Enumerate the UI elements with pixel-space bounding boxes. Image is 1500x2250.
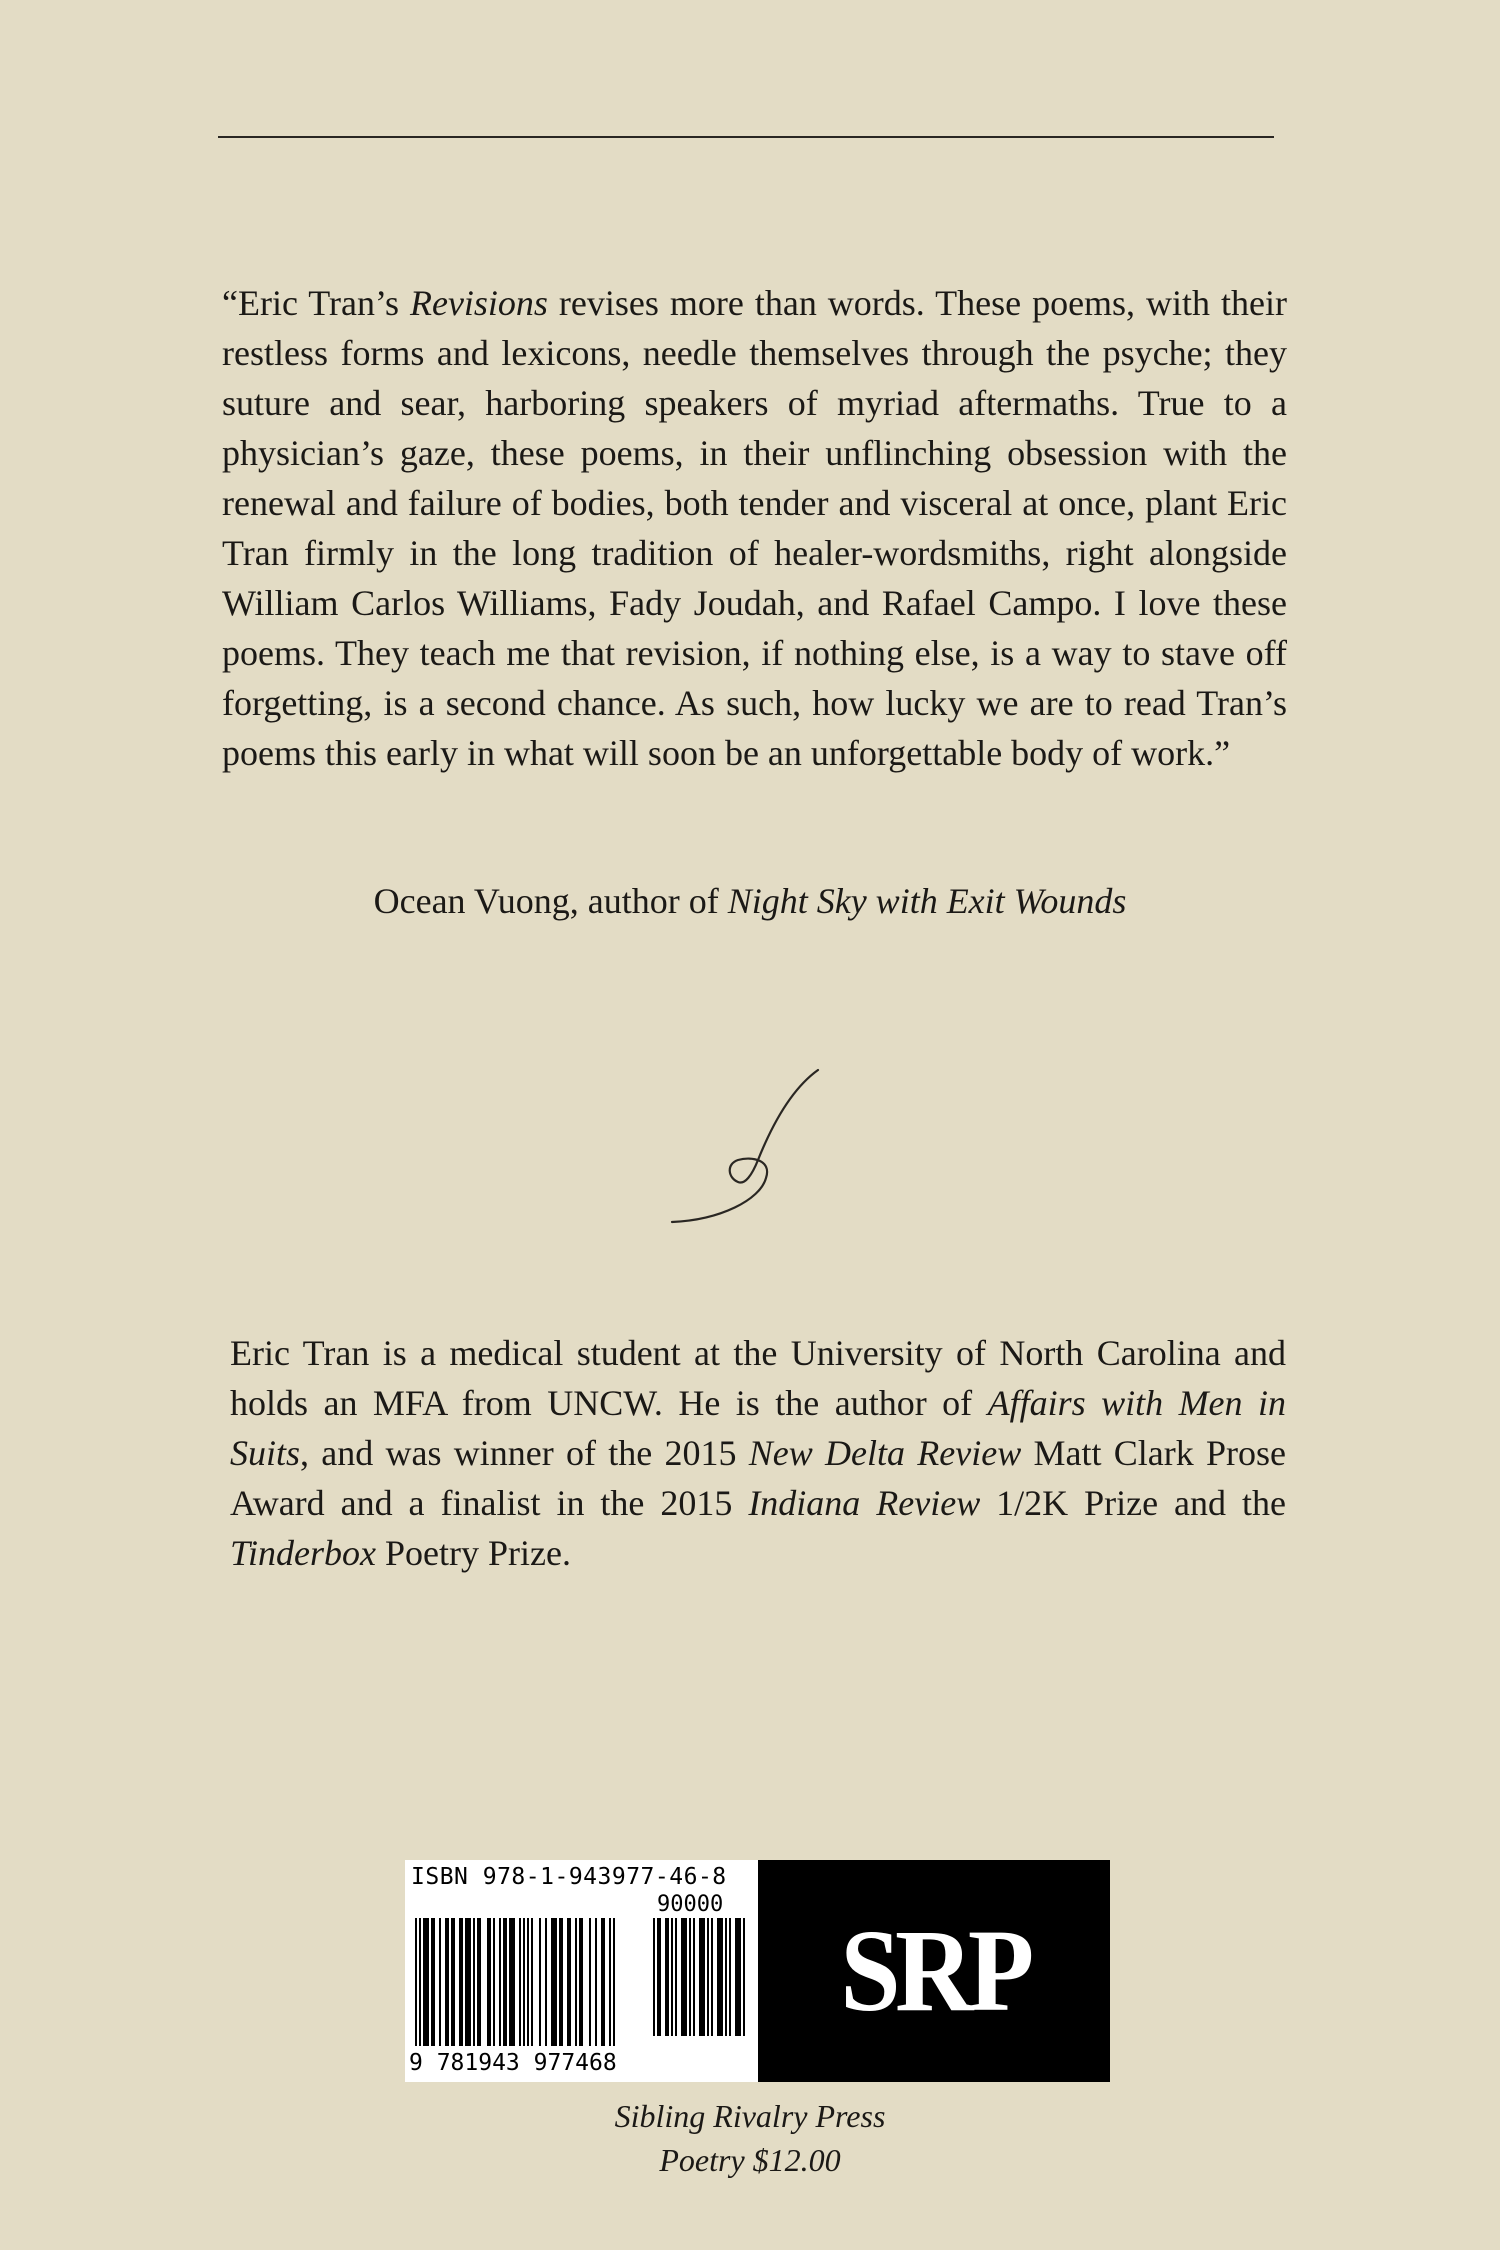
bio-journal-1: New Delta Review	[748, 1433, 1022, 1473]
barcode-bar	[419, 1918, 421, 2046]
bio-text-5: Poetry Prize.	[376, 1533, 571, 1573]
barcode-bar	[743, 1918, 745, 2036]
barcode-bar	[559, 1918, 563, 2046]
barcode-bar	[487, 1918, 491, 2046]
barcode-bar	[567, 1918, 571, 2046]
author-bio	[230, 1328, 1286, 1578]
barcode-bar	[465, 1918, 471, 2046]
barcode-bar	[665, 1918, 669, 2036]
publisher-logo	[758, 1860, 1110, 2082]
barcode-addon-bars	[653, 1918, 753, 2040]
barcode-bar	[589, 1918, 591, 2046]
barcode-bar	[595, 1918, 597, 2046]
barcode-bar	[531, 1918, 533, 2046]
barcode-bar	[445, 1918, 449, 2046]
barcode-bar	[459, 1918, 463, 2046]
bio-text-3: Matt Clark Prose Award and a finalist in the 2015	[230, 1433, 1286, 1523]
barcode-bar	[539, 1918, 541, 2046]
barcode-bar	[735, 1918, 741, 2036]
price-line: Poetry $12.00	[659, 2142, 841, 2178]
bio-journal-2: Indiana Review	[748, 1483, 981, 1523]
barcode-bars	[415, 1918, 615, 2050]
barcode-bar	[613, 1918, 615, 2046]
barcode-bar	[601, 1918, 605, 2046]
barcode-bar	[499, 1918, 501, 2046]
barcode-bar	[477, 1918, 481, 2046]
blurb-attribution	[0, 876, 1500, 926]
barcode-bar	[415, 1918, 417, 2046]
barcode-bar	[451, 1918, 455, 2046]
blurb-text: revises more than words. These poems, with their restless forms and lexicons, needle themselves through the psyche; they suture and sear, harboring speakers of myriad aftermaths. True to a physician’s gaze, these poems, in their unflinching obsession with the renewal and failure of bodies, both tender and visceral at once, plant Eric Tran firmly in the long tradition of healer-wordsmiths, right alongside William Carlos Williams, Fady Joudah, and Rafael Campo. I love these poems. They teach me that revision, if nothing else, is a way to stave off forgetting, is a second chance. As such, how lucky we are to read Tran’s poems this early in what will soon be an unforgettable body of work.”	[222, 283, 1287, 773]
barcode-bar	[575, 1918, 577, 2046]
barcode-bar	[509, 1918, 515, 2046]
barcode-bar	[439, 1918, 441, 2046]
attribution-name: Ocean Vuong, author of	[373, 881, 728, 921]
bio-journal-3: Tinderbox	[230, 1533, 377, 1573]
barcode-addon-label: 90000	[657, 1892, 724, 1917]
bio-text-2: , and was winner of the 2015	[300, 1433, 749, 1473]
top-rule	[218, 136, 1274, 138]
bio-text-4: 1/2K Prize and the	[980, 1483, 1286, 1523]
barcode-bar	[503, 1918, 507, 2046]
barcode-bar	[527, 1918, 529, 2046]
blurb-open: “Eric Tran’s	[222, 283, 410, 323]
barcode-bar	[699, 1918, 705, 2036]
attribution-work: Night Sky with Exit Wounds	[727, 881, 1127, 921]
isbn-label: ISBN 978-1-943977-46-8	[411, 1864, 727, 1890]
barcode-bar	[707, 1918, 709, 2036]
barcode-bar	[711, 1918, 713, 2036]
barcode-bar	[609, 1918, 611, 2046]
barcode-bar	[523, 1918, 525, 2046]
bio-text-1: Eric Tran is a medical student at the University of North Carolina and holds an MFA from UNCW. He is the author of	[230, 1333, 1286, 1423]
isbn-barcode	[405, 1860, 758, 2082]
barcode-bar	[693, 1918, 695, 2036]
barcode-bar	[431, 1918, 435, 2046]
barcode-bar	[551, 1918, 557, 2046]
blurb-book-title: Revisions	[409, 283, 548, 323]
barcode-bar	[545, 1918, 547, 2046]
barcode-bar	[473, 1918, 475, 2046]
barcode-bar	[725, 1918, 727, 2036]
barcode-bar	[675, 1918, 677, 2036]
barcode-bar	[729, 1918, 731, 2036]
barcode-bar	[653, 1918, 655, 2036]
barcode-bar	[423, 1918, 429, 2046]
blurb-quote	[222, 278, 1287, 778]
flourish-icon	[660, 1060, 840, 1240]
barcode-bar	[717, 1918, 723, 2036]
ean-digits: 9 781943 977468	[409, 2050, 617, 2076]
barcode-bar	[671, 1918, 673, 2036]
logo-text: SRP	[839, 1905, 1029, 2036]
barcode-bar	[579, 1918, 583, 2046]
barcode-bar	[519, 1918, 521, 2046]
barcode-bar	[689, 1918, 691, 2036]
bio-book-title: Affairs with Men in Suits	[230, 1383, 1287, 1473]
barcode-bar	[657, 1918, 661, 2036]
barcode-bar	[681, 1918, 687, 2036]
publisher-name: Sibling Rivalry Press	[614, 2098, 886, 2134]
barcode-bar	[493, 1918, 495, 2046]
